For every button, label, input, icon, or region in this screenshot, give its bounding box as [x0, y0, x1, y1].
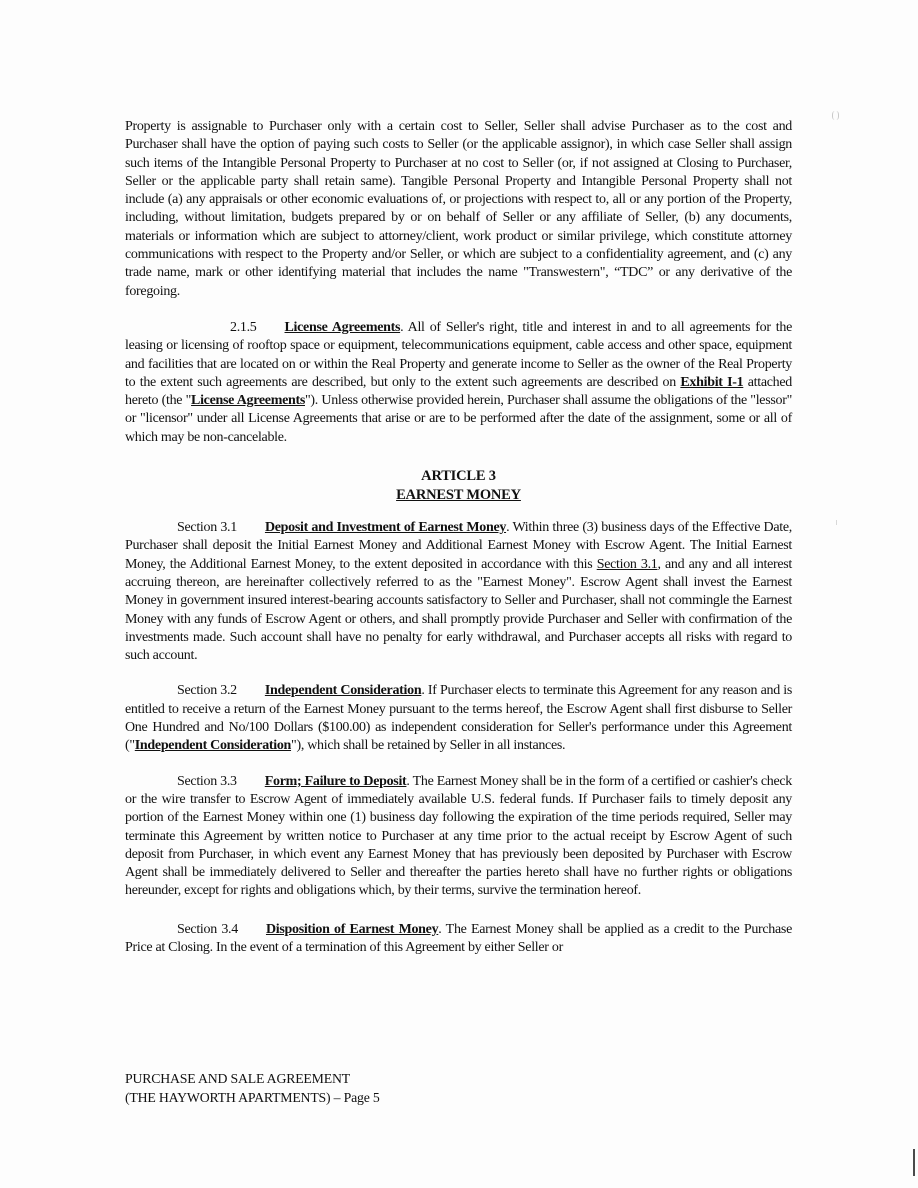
footer-page-number: (THE HAYWORTH APARTMENTS) – Page 5: [125, 1089, 380, 1105]
paragraph-section-3-2-independent-consideration: Section 3.2 Independent Consideration. If Purchaser elects to terminate this Agreement for any reason and is entitled to receive a return of the Earnest Money pursuant to the terms hereof, the Escrow Agent shall first disburse to Seller One Hundred and No/100 Dollars ($100.00) as independent consideration for Seller's performance under this Agreement ("Independent Consideration"), which shall be retained by Seller in all instances.: [125, 683, 792, 754]
paragraph-section-3-4-disposition: Section 3.4 Disposition of Earnest Money. The Earnest Money shall be applied as a credit to the Purchase Price at Closing. In the event of a termination of this Agreement by either Seller or: [125, 921, 792, 955]
page-footer: [125, 1070, 380, 1107]
paragraph-continuation-personal-property: Property is assignable to Purchaser only with a certain cost to Seller, Seller shall advise Purchaser as to the cost and Purchaser shall have the option of paying such costs to Seller (or the applicable assignor), in which case Seller shall assign such items of the Intangible Personal Property to Purchaser at no cost to Seller (or, if not assigned at Closing to Purchaser, Seller or the applicable party shall retain same). Tangible Personal Property and Intangible Personal Property shall not include (a) any appraisals or other economic evaluations of, or projections with respect to, all or any portion of the Property, including, without limitation, budgets prepared by or on behalf of Seller or any affiliate of Seller, (b) any documents, materials or information which are subject to attorney/client, work product or similar privilege, which constitute attorney communications with respect to the Property and/or Seller, or which are subject to a confidentiality agreement, and (c) any trade name, mark or other identifying material that includes the name "Transwestern", “TDC” or any derivative of the foregoing.: [125, 119, 792, 299]
scan-artifact: [836, 520, 837, 525]
paragraph-section-3-1-deposit-investment: Section 3.1 Deposit and Investment of Earnest Money. Within three (3) business days of the Effective Date, Purchaser shall deposit the Initial Earnest Money and Additional Earnest Money with Escrow Agent. The Initial Earnest Money, the Additional Earnest Money, to the extent deposited in accordance with this Section 3.1, and any and all interest accruing thereon, are hereinafter collectively referred to as the "Earnest Money". Escrow Agent shall invest the Earnest Money in government insured interest-bearing accounts satisfactory to Seller and Purchaser, shall not commingle the Earnest Money with any funds of Escrow Agent or others, and shall promptly provide Purchaser and Seller with confirmation of the investments made. Such account shall have no penalty for early withdrawal, and Purchaser accepts all risks with regard to such account.: [125, 520, 792, 664]
paragraph-section-3-3-form-failure-to-deposit: Section 3.3 Form; Failure to Deposit. The Earnest Money shall be in the form of a certified or cashier's check or the wire transfer to Escrow Agent of immediately available U.S. federal funds. If Purchaser fails to timely deposit any portion of the Earnest Money within one (1) business day following the expiration of the time periods required, Seller may terminate this Agreement by written notice to Purchaser at any time prior to the actual receipt by Escrow Agent of such deposit from Purchaser, in which event any Earnest Money that has previously been deposited by Purchaser with Escrow Agent shall be immediately delivered to Seller and thereafter the parties hereto shall have no further rights or obligations hereunder, except for rights and obligations which, by their terms, survive the termination hereof.: [125, 773, 792, 899]
page-content: [125, 118, 792, 957]
scan-artifact: [832, 111, 839, 120]
footer-title: PURCHASE AND SALE AGREEMENT: [125, 1071, 350, 1086]
article-3-heading: [125, 467, 792, 504]
scan-artifact: [913, 1149, 915, 1176]
paragraph-section-2-1-5-license-agreements: 2.1.5 License Agreements. All of Seller's right, title and interest in and to all agreements for the leasing or licensing of rooftop space or equipment, telecommunications equipment, cable access and other space, equipment and facilities that are located on or within the Real Property and generate income to Seller as the owner of the Real Property to the extent such agreements are described, but only to the extent such agreements are described on Exhibit I-1 attached hereto (the "License Agreements"). Unless otherwise provided herein, Purchaser shall assume the obligations of the "lessor" or "licensor" under all License Agreements that arise or are to be performed after the date of the assignment, some or all of which may be non-cancelable.: [125, 319, 793, 445]
article-3-heading-line1: ARTICLE 3: [421, 468, 496, 485]
article-3-heading-line2: EARNEST MONEY: [396, 486, 521, 503]
